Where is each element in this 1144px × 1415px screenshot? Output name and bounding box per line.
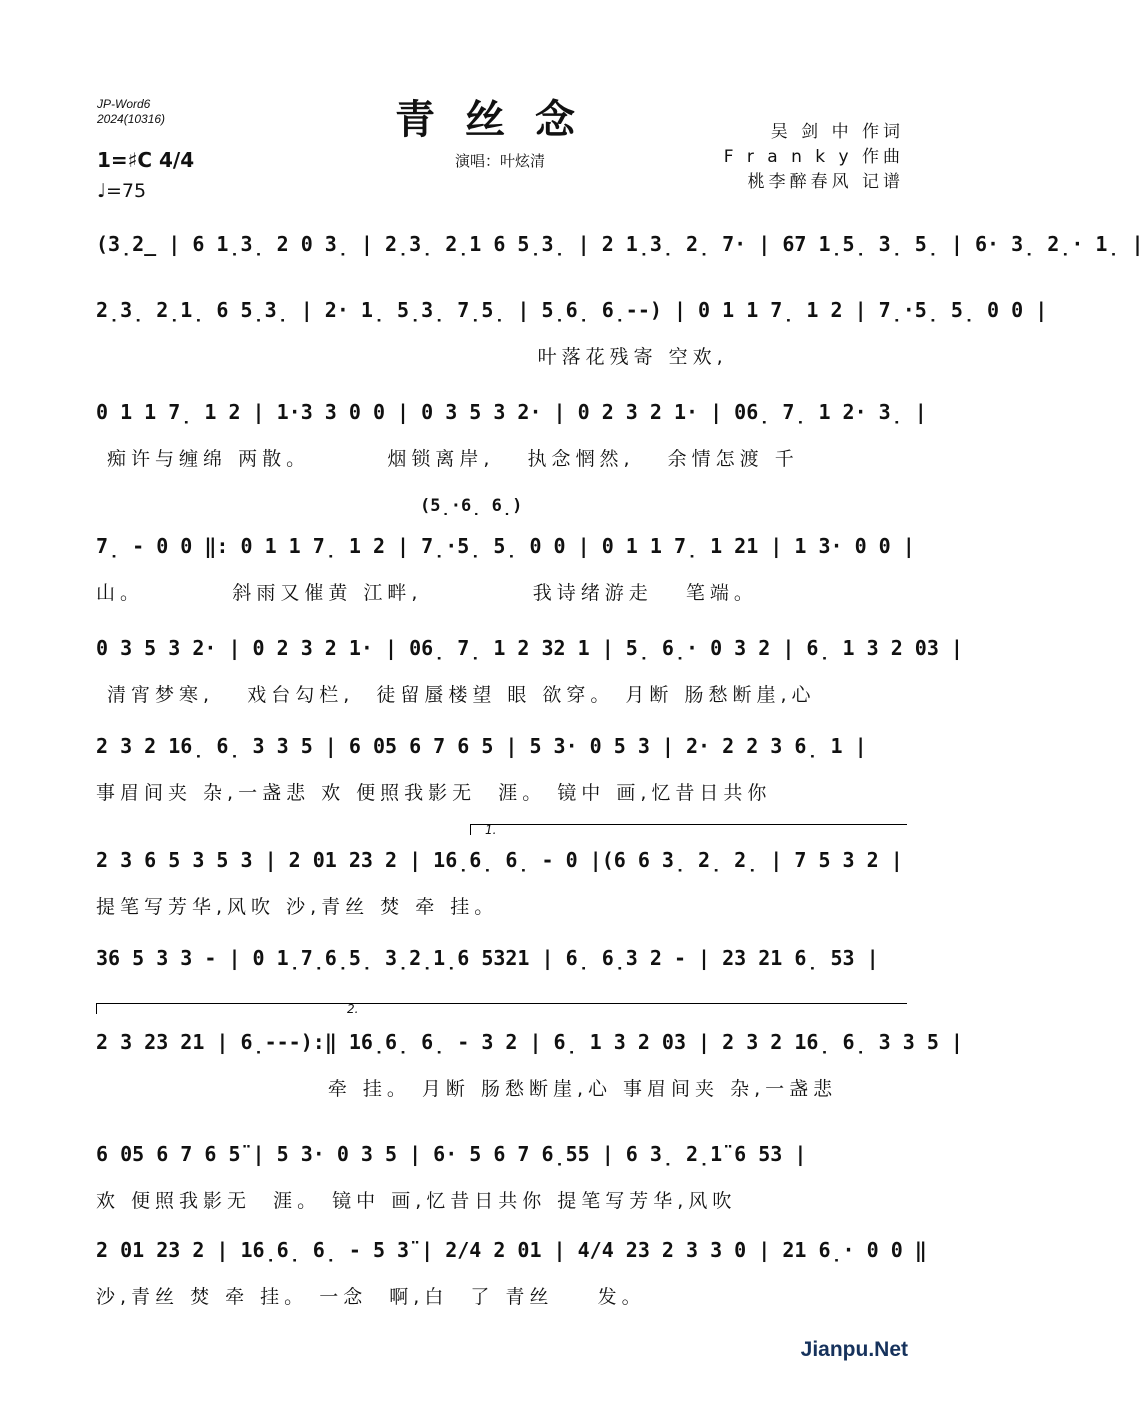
lyric-row: 叶落花残寄 空欢, bbox=[96, 346, 728, 368]
lyric-row: 痴许与缠绵 两散。 烟锁离岸, 执念惘然, 余情怎渡 千 bbox=[96, 448, 799, 470]
tempo-marking: ♩=75 bbox=[97, 180, 147, 202]
score-line bbox=[96, 400, 927, 470]
alt-notes: (5̣·6̣ 6̣) bbox=[420, 496, 523, 516]
score-line bbox=[96, 1238, 927, 1308]
note-row: 6 05 6 7 6 5̈ | 5 3· 0 3 5 | 6· 5 6 7 6̣55 | 6 3̣ 2̣1̈ 6 53 | bbox=[96, 1142, 807, 1166]
note-row: 0 3 5 3 2· | 0 2 3 2 1· | 06̣ 7̣ 1 2 32 1 | 5̣ 6̣· 0 3 2 | 6̣ 1 3 2 03 | bbox=[96, 636, 963, 660]
lyric-row: 事眉间夹 杂,一盏悲 欢 便照我影无 涯。 镜中 画,忆昔日共你 bbox=[96, 782, 772, 804]
volta-1: 1. bbox=[470, 824, 907, 835]
note-row: 2 01 23 2 | 16̣6̣ 6̣ - 5 3̈ | 2/4 2 01 | 4/4 23 2 3 3 0 | 21 6̣· 0 0 ‖ bbox=[96, 1238, 927, 1262]
score-line bbox=[96, 636, 963, 706]
lyric-row: 山。 斜雨又催黄 江畔, 我诗绪游走 笔端。 bbox=[96, 582, 758, 604]
lyric-row: 提笔写芳华,风吹 沙,青丝 焚 牵 挂。 bbox=[96, 896, 499, 918]
lyric-row: 欢 便照我影无 涯。 镜中 画,忆昔日共你 提笔写芳华,风吹 bbox=[96, 1190, 737, 1212]
singer-credit: 演唱：叶炫清 bbox=[454, 152, 545, 170]
song-title: 青丝念 bbox=[395, 96, 605, 143]
score-line bbox=[96, 534, 915, 604]
note-row: 2̣3̣ 2̣1̣ 6 5̣3̣ | 2· 1̣ 5̣3̣ 7̣5̣ | 5̣6̣ 6̣--) | 0 1 1 7̣ 1 2 | 7̣·5̣ 5̣ 0 0 | bbox=[96, 298, 1048, 322]
score-line bbox=[96, 1030, 963, 1100]
score-line bbox=[96, 1142, 906, 1212]
note-row: 0 1 1 7̣ 1 2 | 1·3 3 0 0 | 0 3 5 3 2· | 0 2 3 2 1· | 06̣ 7̣ 1 2· 3̣ | bbox=[96, 400, 927, 424]
lyricist-credit: 吴 剑 中 作词 bbox=[770, 122, 904, 142]
score-line bbox=[96, 946, 906, 990]
composer-credit: F r a n k y 作曲 bbox=[723, 147, 904, 167]
score-line bbox=[96, 734, 906, 804]
volta-2: 2. bbox=[96, 1003, 907, 1014]
version-label: 2024(10316) bbox=[97, 112, 166, 126]
score-line bbox=[96, 848, 906, 918]
lyric-row: 牵 挂。 月断 肠愁断崖,心 事眉间夹 杂,一盏悲 bbox=[96, 1078, 838, 1100]
score-line bbox=[96, 232, 1144, 276]
note-row: 7̣ - 0 0 ‖: 0 1 1 7̣ 1 2 | 7̣·5̣ 5̣ 0 0 | 0 1 1 7̣ 1 21 | 1 3· 0 0 | bbox=[96, 534, 915, 558]
site-watermark: Jianpu.Net bbox=[800, 1338, 908, 1361]
score-line bbox=[96, 298, 1048, 368]
key-signature: 1=♯C 4/4 bbox=[97, 148, 195, 172]
note-row: 36 5 3 3 - | 0 1̣7̣6̣5̣ 3̣2̣1̣6 5321 | 6̣ 6̣3 2 - | 23 21 6̣ 53 | bbox=[96, 946, 879, 970]
note-row: 2 3 23 21 | 6̣---):‖ 16̣6̣ 6̣ - 3 2 | 6̣ 1 3 2 03 | 2 3 2 16̣ 6̣ 3 3 5 | bbox=[96, 1030, 963, 1054]
note-row: 2 3 6 5 3 5 3 | 2 01 23 2 | 16̣6̣ 6̣ - 0 |(6 6 3̣ 2̣ 2̣ | 7 5 3 2 | bbox=[96, 848, 903, 872]
note-row: 2 3 2 16̣ 6̣ 3 3 5 | 6 05 6 7 6 5 | 5 3· 0 5 3 | 2· 2 2 3 6̣ 1 | bbox=[96, 734, 867, 758]
software-label: JP-Word6 bbox=[97, 97, 151, 111]
transcriber-credit: 桃李醉春风 记谱 bbox=[747, 172, 904, 192]
note-row: (3̣2̲ | 6 1̣3̣ 2 0 3̣ | 2̣3̣ 2̣1 6 5̣3̣ | 2 1̣3̣ 2̣ 7· | 67 1̣5̣ 3̣ 5̣ | 6· 3̣ 2̣· 1̣ | bbox=[96, 232, 1144, 256]
lyric-row: 沙,青丝 焚 牵 挂。 一念 啊,白 了 青丝 发。 bbox=[96, 1286, 646, 1308]
lyric-row: 清宵梦寒, 戏台勾栏, 徒留蜃楼望 眼 欲穿。 月断 肠愁断崖,心 bbox=[96, 684, 816, 706]
credits-block bbox=[724, 120, 904, 195]
